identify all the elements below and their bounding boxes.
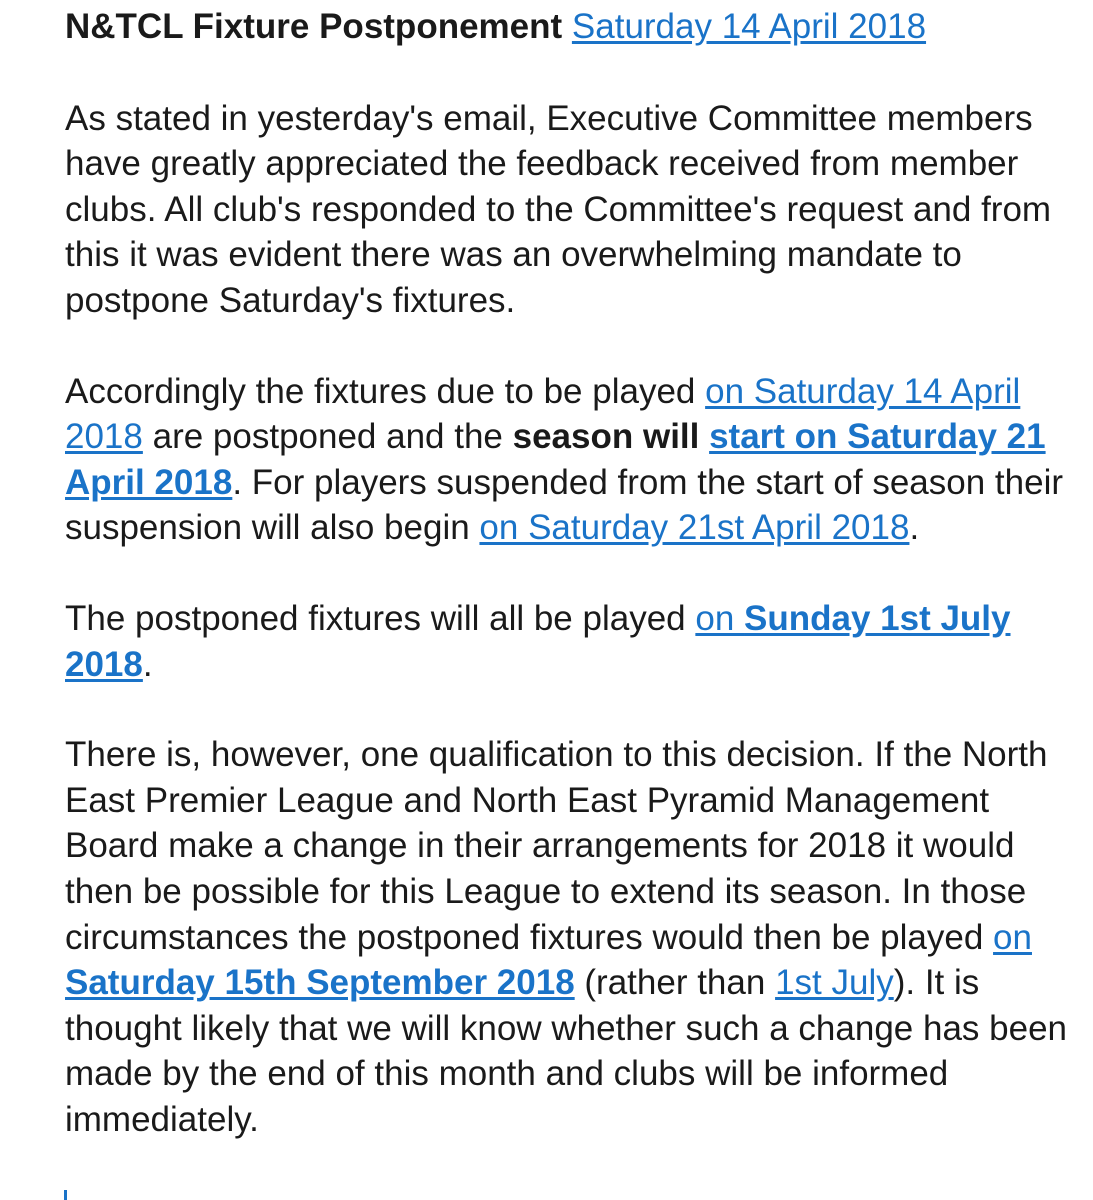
paragraph-rescheduled xyxy=(65,596,1075,687)
p3-text-1: The postponed fixtures will all be played xyxy=(65,598,696,638)
email-title xyxy=(65,4,1075,50)
text-cursor xyxy=(64,1190,67,1200)
p4-text-3: ). It is thought likely that we will know whether such a change has been made by the end of this month and clubs will be informed immediately. xyxy=(65,963,1067,1139)
p3-link-on: on xyxy=(695,598,745,638)
title-heading: N&TCL Fixture Postponement xyxy=(65,7,563,46)
p2-text-4: . xyxy=(909,508,920,548)
p4-link-date: Saturday 15th September 2018 xyxy=(65,963,575,1003)
p2-text-3: . For players suspended from the start of season their suspension will also begin xyxy=(65,462,1063,548)
p4-text-2: (rather than xyxy=(574,963,776,1003)
email-body xyxy=(65,0,1075,1187)
paragraph-qualification xyxy=(65,732,1075,1142)
paragraph-feedback: As stated in yesterday's email, Executive Committee members have greatly appreciated the feedback received from member clubs. All club's responded to the Committee's request and from this it was evident there was an overwhelming mandate to postpone Saturday's fixtures. xyxy=(65,98,1052,320)
date-link-start-21-april[interactable]: start on Saturday 21 April 2018 xyxy=(65,417,1046,502)
p3-link-date: Sunday 1st July 2018 xyxy=(65,598,1011,684)
title-date-link[interactable]: Saturday 14 April 2018 xyxy=(571,7,927,46)
p2-text-2: are postponed and the xyxy=(142,417,513,457)
p4-link-on: on xyxy=(993,917,1032,957)
date-link-14-april[interactable]: on Saturday 14 April 2018 xyxy=(65,371,1021,457)
paragraph-postponement xyxy=(65,369,1075,551)
p4-text-1: There is, however, one qualification to this decision. If the North East Premier League and North East Pyramid Management Board make a change in their arrangements for 2018 it would then be possible for this League to extend its season. In those circumstances the postponed fixtures would then be played xyxy=(65,735,1048,957)
p2-text-1: Accordingly the fixtures due to be played xyxy=(65,371,706,411)
p2-bold-season: season will xyxy=(512,417,710,457)
date-link-1st-july-short[interactable]: 1st July xyxy=(775,963,894,1003)
p3-text-2: . xyxy=(142,644,153,684)
date-link-21st-april[interactable]: on Saturday 21st April 2018 xyxy=(479,508,910,548)
